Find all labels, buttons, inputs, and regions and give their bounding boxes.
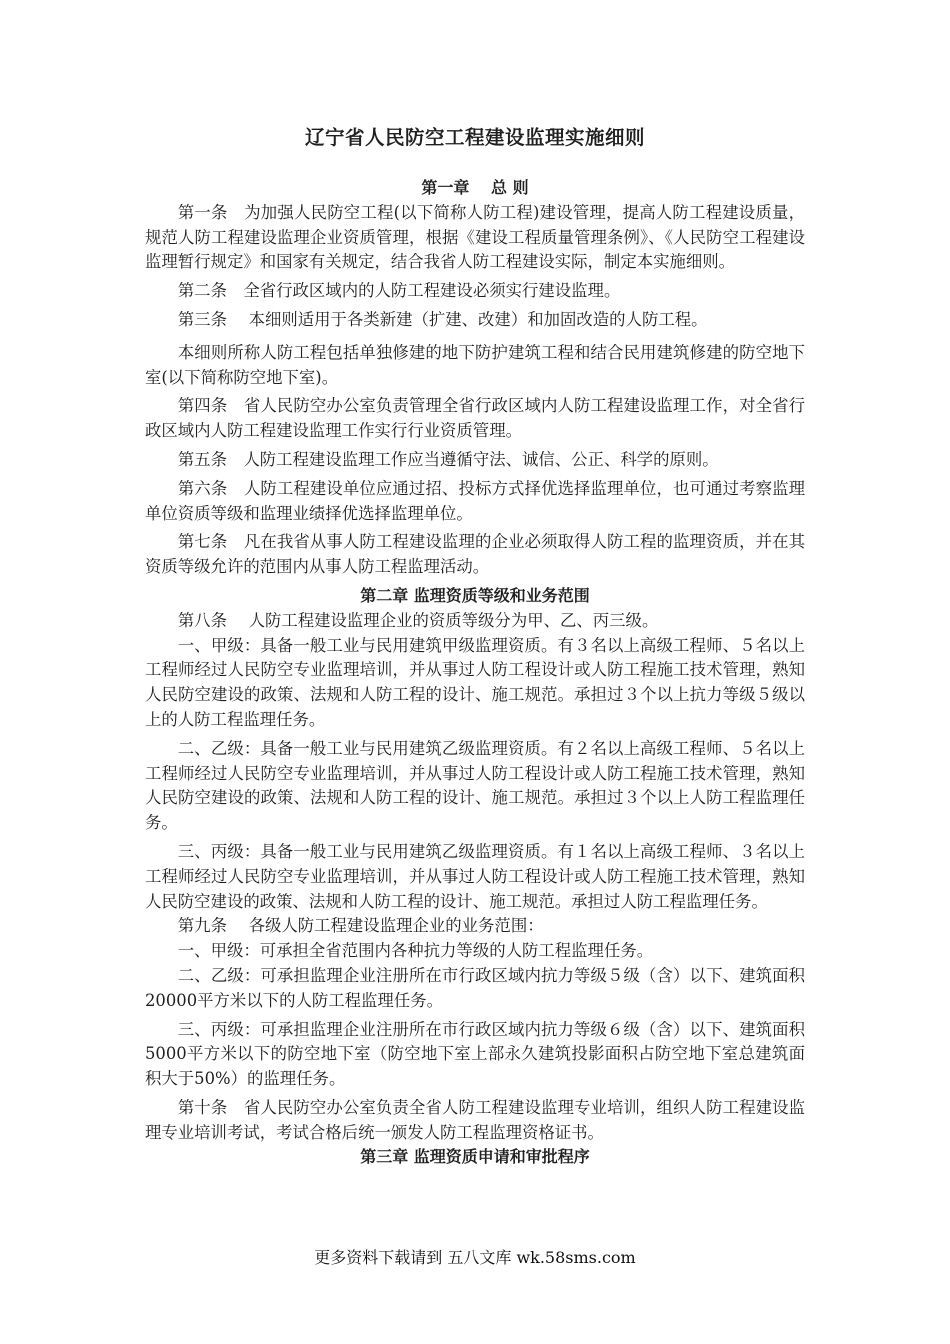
paragraph: 第九条 各级人防工程建设监理企业的业务范围： [177, 916, 544, 936]
paragraph: 第五条 人防工程建设监理工作应当遵循守法、诚信、公正、科学的原则。 [177, 449, 719, 469]
paragraph: 第一条 为加强人民防空工程(以下简称人防工程)建设管理，提高人防工程建设质量，规范人防工程建设监理企业资质管理，根据《建设工程质量管理条例》、《人民防空工程建设监理暂行规定》和国家有关规定，结合我省人防工程建设实际，制定本实施细则。 [145, 202, 805, 272]
document-title: 辽宁省人民防空工程建设监理实施细则 [304, 126, 645, 149]
paragraph: 三、丙级：可承担监理企业注册所在市行政区域内抗力等级６级（含）以下、建筑面积5000平方米以下的防空地下室（防空地下室上部永久建筑投影面积占防空地下室总建筑面积大于50%）的监理任务。 [145, 1019, 805, 1089]
document-body [145, 176, 805, 1170]
chapter-heading-3: 第三章 监理资质申请和审批程序 [360, 1147, 590, 1167]
paragraph: 第六条 人防工程建设单位应通过招、投标方式择优选择监理单位，也可通过考察监理单位资质等级和监理业绩择优选择监理单位。 [145, 478, 805, 523]
paragraph: 二、乙级：具备一般工业与民用建筑乙级监理资质。有２名以上高级工程师、５名以上工程师经过人民防空专业监理培训，并从事过人防工程设计或人防工程施工技术管理，熟知人民防空建设的政策、法规和人防工程的设计、施工规范。承担过３个以上人防工程监理任务。 [145, 738, 805, 833]
paragraph: 一、甲级：可承担全省范围内各种抗力等级的人防工程监理任务。 [177, 941, 654, 961]
paragraph: 一、甲级：具备一般工业与民用建筑甲级监理资质。有３名以上高级工程师、５名以上工程师经过人民防空专业监理培训，并从事过人防工程设计或人防工程施工技术管理，熟知人民防空建设的政策、法规和人防工程的设计、施工规范。承担过３个以上抗力等级５级以上的人防工程监理任务。 [145, 635, 805, 729]
paragraph: 第八条 人防工程建设监理企业的资质等级分为甲、乙、丙三级。 [177, 610, 659, 630]
paragraph: 第四条 省人民防空办公室负责管理全省行政区域内人防工程建设监理工作，对全省行政区域内人防工程建设监理工作实行行业资质管理。 [145, 396, 805, 441]
paragraph: 第十条 省人民防空办公室负责全省人防工程建设监理专业培训，组织人防工程建设监理专业培训考试，考试合格后统一颁发人防工程监理资格证书。 [145, 1097, 805, 1142]
paragraph: 第二条 全省行政区域内的人防工程建设必须实行建设监理。 [177, 281, 621, 301]
chapter-heading-2: 第二章 监理资质等级和业务范围 [360, 585, 590, 605]
paragraph: 本细则所称人防工程包括单独修建的地下防护建筑工程和结合民用建筑修建的防空地下室(以下简称防空地下室)。 [145, 342, 805, 387]
paragraph: 第七条 凡在我省从事人防工程建设监理的企业必须取得人防工程的监理资质，并在其资质等级允许的范围内从事人防工程监理活动。 [145, 532, 805, 577]
paragraph: 三、丙级：具备一般工业与民用建筑乙级监理资质。有１名以上高级工程师、３名以上工程师经过人民防空专业监理培训，并从事过人防工程设计或人防工程施工技术管理，熟知人民防空建设的政策、法规和人防工程的设计、施工规范。承担过人防工程监理任务。 [145, 841, 805, 911]
footer-link-text: 更多资料下载请到 五八文库 wk.58sms.com [314, 1248, 636, 1267]
paragraph: 二、乙级：可承担监理企业注册所在市行政区域内抗力等级５级（含）以下、建筑面积20000平方米以下的人防工程监理任务。 [145, 965, 805, 1010]
chapter-heading-1: 第一章 总 则 [421, 178, 529, 197]
paragraph: 第三条 本细则适用于各类新建（扩建、改建）和加固改造的人防工程。 [177, 309, 708, 329]
